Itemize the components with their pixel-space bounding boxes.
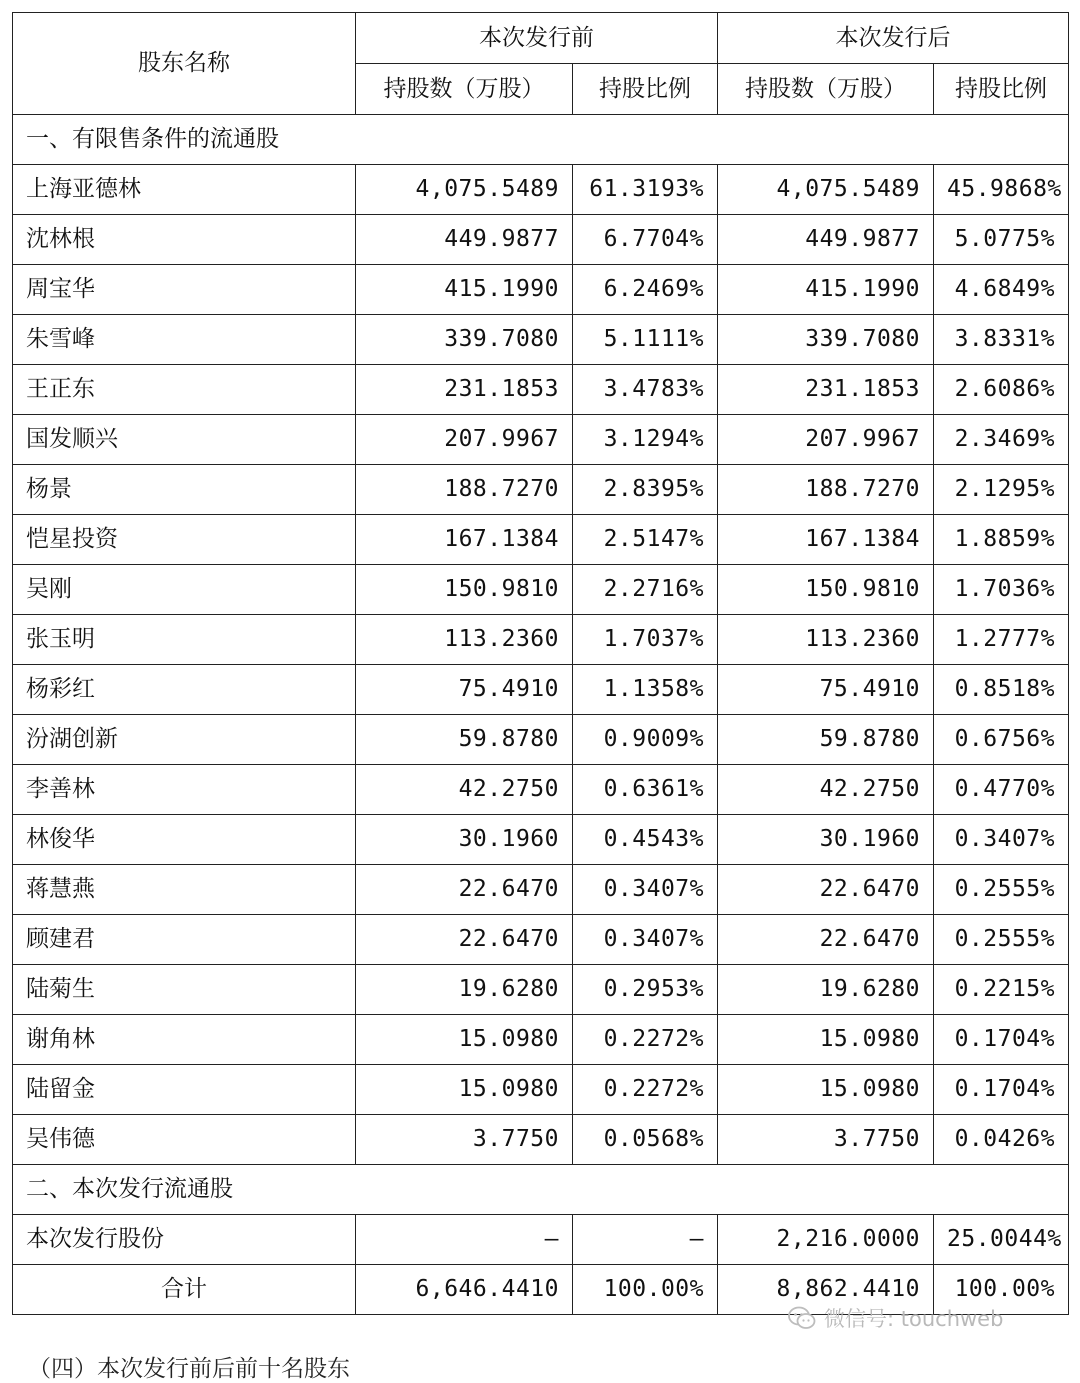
section-issued-title: 二、本次发行流通股: [13, 1165, 1069, 1215]
header-before-shares: 持股数（万股）: [356, 64, 573, 115]
before-shares-cell: 22.6470: [356, 865, 573, 915]
before-shares-cell: 30.1960: [356, 815, 573, 865]
after-pct-cell: 0.4770%: [934, 765, 1069, 815]
table-row: [13, 865, 1069, 915]
after-shares-cell: 339.7080: [718, 315, 934, 365]
after-shares-cell: 113.2360: [718, 615, 934, 665]
shareholder-name-cell: 朱雪峰: [13, 315, 356, 365]
before-shares-cell: 207.9967: [356, 415, 573, 465]
after-pct-cell: 2.6086%: [934, 365, 1069, 415]
after-shares-cell: 15.0980: [718, 1065, 934, 1115]
table-row: [13, 465, 1069, 515]
wechat-logo-icon: [788, 1306, 816, 1330]
after-shares-cell: 188.7270: [718, 465, 934, 515]
shareholder-name-cell: 张玉明: [13, 615, 356, 665]
before-shares-cell: 15.0980: [356, 1015, 573, 1065]
shareholder-name-cell: 李善林: [13, 765, 356, 815]
before-shares-cell: 3.7750: [356, 1115, 573, 1165]
header-after-issue: 本次发行后: [718, 13, 1069, 64]
after-pct-cell: 0.2215%: [934, 965, 1069, 1015]
after-shares-cell: 30.1960: [718, 815, 934, 865]
shareholder-name-cell: 吴伟德: [13, 1115, 356, 1165]
before-pct-cell: 1.1358%: [573, 665, 718, 715]
after-shares-cell: 75.4910: [718, 665, 934, 715]
after-pct-cell: 1.7036%: [934, 565, 1069, 615]
table-row: [13, 415, 1069, 465]
table-row: [13, 565, 1069, 615]
shareholder-name-cell: 谢角林: [13, 1015, 356, 1065]
table-row: [13, 765, 1069, 815]
after-shares-cell: 231.1853: [718, 365, 934, 415]
section-restricted-title: 一、有限售条件的流通股: [13, 115, 1069, 165]
watermark-text: 微信号: touchweb: [824, 1307, 1004, 1331]
before-pct-cell: 2.5147%: [573, 515, 718, 565]
before-pct-cell: 61.3193%: [573, 165, 718, 215]
table-row: [13, 715, 1069, 765]
table-row: [13, 615, 1069, 665]
after-pct-cell: 5.0775%: [934, 215, 1069, 265]
table-row: [13, 215, 1069, 265]
shareholder-name-cell: 沈林根: [13, 215, 356, 265]
after-shares-cell: 3.7750: [718, 1115, 934, 1165]
before-shares-cell: 150.9810: [356, 565, 573, 615]
issue-name: 本次发行股份: [13, 1215, 356, 1265]
before-shares-cell: 113.2360: [356, 615, 573, 665]
before-pct-cell: 1.7037%: [573, 615, 718, 665]
after-pct-cell: 3.8331%: [934, 315, 1069, 365]
issue-after-pct: 25.0044%: [934, 1215, 1069, 1265]
table-row: [13, 965, 1069, 1015]
shareholder-name-cell: 恺星投资: [13, 515, 356, 565]
shareholder-name-cell: 汾湖创新: [13, 715, 356, 765]
after-pct-cell: 2.1295%: [934, 465, 1069, 515]
before-pct-cell: 5.1111%: [573, 315, 718, 365]
before-shares-cell: 75.4910: [356, 665, 573, 715]
header-after-shares: 持股数（万股）: [718, 64, 934, 115]
after-shares-cell: 449.9877: [718, 215, 934, 265]
total-after-pct: 100.00%: [934, 1265, 1069, 1315]
after-shares-cell: 207.9967: [718, 415, 934, 465]
table-row: [13, 365, 1069, 415]
after-shares-cell: 15.0980: [718, 1015, 934, 1065]
shareholder-name-cell: 吴刚: [13, 565, 356, 615]
table-row: [13, 915, 1069, 965]
after-shares-cell: 150.9810: [718, 565, 934, 615]
before-shares-cell: 22.6470: [356, 915, 573, 965]
shareholder-name-cell: 顾建君: [13, 915, 356, 965]
total-before-pct: 100.00%: [573, 1265, 718, 1315]
shareholder-name-cell: 蒋慧燕: [13, 865, 356, 915]
before-pct-cell: 2.2716%: [573, 565, 718, 615]
before-pct-cell: 0.9009%: [573, 715, 718, 765]
before-shares-cell: 19.6280: [356, 965, 573, 1015]
shareholder-name-cell: 国发顺兴: [13, 415, 356, 465]
before-pct-cell: 0.0568%: [573, 1115, 718, 1165]
before-shares-cell: 167.1384: [356, 515, 573, 565]
shareholder-name-cell: 杨景: [13, 465, 356, 515]
header-shareholder-name: 股东名称: [13, 13, 356, 115]
after-pct-cell: 0.2555%: [934, 865, 1069, 915]
after-pct-cell: 0.1704%: [934, 1015, 1069, 1065]
after-pct-cell: 1.2777%: [934, 615, 1069, 665]
after-pct-cell: 0.2555%: [934, 915, 1069, 965]
after-pct-cell: 0.0426%: [934, 1115, 1069, 1165]
before-pct-cell: 6.2469%: [573, 265, 718, 315]
before-pct-cell: 0.2272%: [573, 1065, 718, 1115]
before-pct-cell: 0.4543%: [573, 815, 718, 865]
shareholder-name-cell: 杨彩红: [13, 665, 356, 715]
after-pct-cell: 0.3407%: [934, 815, 1069, 865]
before-shares-cell: 231.1853: [356, 365, 573, 415]
shareholder-name-cell: 陆菊生: [13, 965, 356, 1015]
after-pct-cell: 45.9868%: [934, 165, 1069, 215]
shareholder-name-cell: 上海亚德林: [13, 165, 356, 215]
before-shares-cell: 415.1990: [356, 265, 573, 315]
before-pct-cell: 0.2953%: [573, 965, 718, 1015]
header-before-ratio: 持股比例: [573, 64, 718, 115]
after-pct-cell: 2.3469%: [934, 415, 1069, 465]
section-issued-row: [13, 1165, 1069, 1215]
header-row-1: [13, 13, 1069, 64]
after-pct-cell: 4.6849%: [934, 265, 1069, 315]
after-pct-cell: 0.1704%: [934, 1065, 1069, 1115]
header-after-ratio: 持股比例: [934, 64, 1069, 115]
after-shares-cell: 4,075.5489: [718, 165, 934, 215]
shareholder-name-cell: 周宝华: [13, 265, 356, 315]
total-after-shares: 8,862.4410: [718, 1265, 934, 1315]
table-row: [13, 165, 1069, 215]
after-shares-cell: 415.1990: [718, 265, 934, 315]
total-name: 合计: [13, 1265, 356, 1315]
issue-before-shares: –: [356, 1215, 573, 1265]
shareholder-rows: [13, 165, 1069, 1165]
table-row: [13, 515, 1069, 565]
table-row: [13, 1115, 1069, 1165]
before-shares-cell: 188.7270: [356, 465, 573, 515]
table-row: [13, 815, 1069, 865]
shareholder-name-cell: 陆留金: [13, 1065, 356, 1115]
table-row: [13, 265, 1069, 315]
before-pct-cell: 0.2272%: [573, 1015, 718, 1065]
after-shares-cell: 42.2750: [718, 765, 934, 815]
after-shares-cell: 59.8780: [718, 715, 934, 765]
header-before-issue: 本次发行前: [356, 13, 718, 64]
before-pct-cell: 2.8395%: [573, 465, 718, 515]
shareholder-name-cell: 林俊华: [13, 815, 356, 865]
before-shares-cell: 42.2750: [356, 765, 573, 815]
watermark: [788, 1303, 1003, 1333]
before-pct-cell: 3.1294%: [573, 415, 718, 465]
before-shares-cell: 15.0980: [356, 1065, 573, 1115]
before-pct-cell: 6.7704%: [573, 215, 718, 265]
after-shares-cell: 19.6280: [718, 965, 934, 1015]
after-shares-cell: 167.1384: [718, 515, 934, 565]
issue-before-pct: –: [573, 1215, 718, 1265]
issue-after-shares: 2,216.0000: [718, 1215, 934, 1265]
table-row: [13, 665, 1069, 715]
table-row: [13, 1065, 1069, 1115]
after-pct-cell: 1.8859%: [934, 515, 1069, 565]
after-pct-cell: 0.6756%: [934, 715, 1069, 765]
before-pct-cell: 0.6361%: [573, 765, 718, 815]
after-pct-cell: 0.8518%: [934, 665, 1069, 715]
table-row: [13, 315, 1069, 365]
after-shares-cell: 22.6470: [718, 915, 934, 965]
table-row: [13, 1015, 1069, 1065]
total-before-shares: 6,646.4410: [356, 1265, 573, 1315]
before-pct-cell: 0.3407%: [573, 915, 718, 965]
shareholder-name-cell: 王正东: [13, 365, 356, 415]
before-pct-cell: 3.4783%: [573, 365, 718, 415]
before-shares-cell: 449.9877: [356, 215, 573, 265]
next-section-heading: （四）本次发行前后前十名股东: [28, 1356, 350, 1382]
after-shares-cell: 22.6470: [718, 865, 934, 915]
before-pct-cell: 0.3407%: [573, 865, 718, 915]
shareholding-table: [12, 12, 1069, 1315]
issue-row: [13, 1215, 1069, 1265]
before-shares-cell: 339.7080: [356, 315, 573, 365]
before-shares-cell: 59.8780: [356, 715, 573, 765]
before-shares-cell: 4,075.5489: [356, 165, 573, 215]
section-restricted-row: [13, 115, 1069, 165]
